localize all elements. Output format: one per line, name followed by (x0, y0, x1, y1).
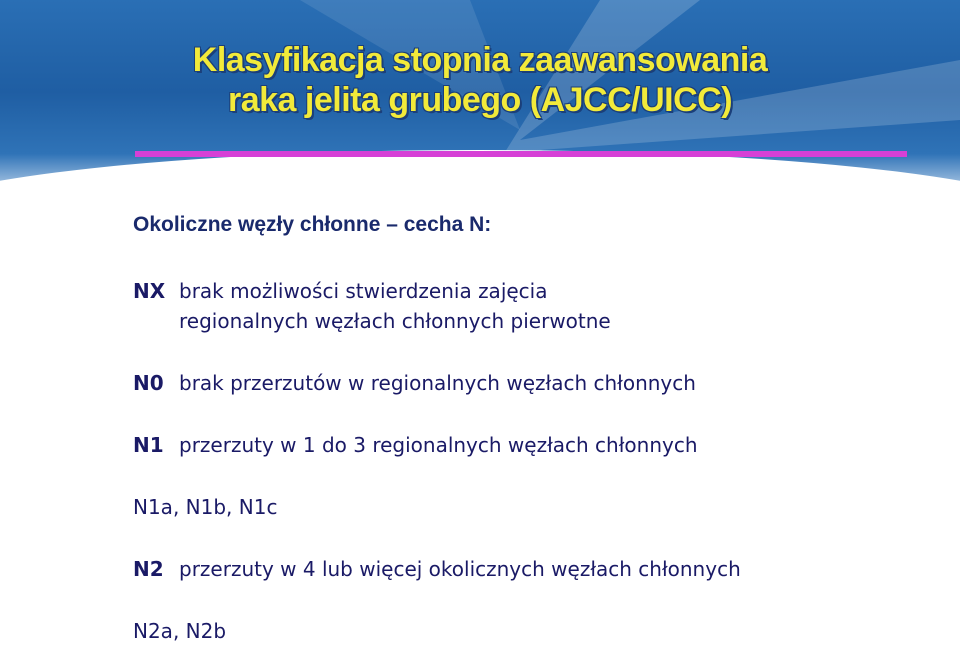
entry-code: N2 (133, 557, 164, 581)
entry-text: przerzuty w 4 lub więcej okolicznych węzłach chłonnych (179, 557, 741, 581)
entry-n1 (133, 430, 933, 460)
page-title (0, 40, 960, 120)
entry-n0 (133, 368, 933, 398)
entry-nx (133, 276, 933, 306)
title-line-2: raka jelita grubego (AJCC/UICC) (227, 81, 733, 119)
entry-text: przerzuty w 1 do 3 regionalnych węzłach chłonnych (179, 433, 698, 457)
section-subtitle: Okoliczne węzły chłonne – cecha N: (133, 213, 492, 236)
entry-code: N0 (133, 371, 164, 395)
title-line-1: Klasyfikacja stopnia zaawansowania (192, 41, 768, 79)
entry-text: brak możliwości stwierdzenia zajęcia (179, 279, 548, 303)
entry-n2-subtypes: N2a, N2b (133, 619, 227, 643)
entry-code: N1 (133, 433, 164, 457)
content-body (133, 210, 933, 646)
entry-text: brak przerzutów w regionalnych węzłach chłonnych (179, 371, 696, 395)
entry-n1-subtypes: N1a, N1b, N1c (133, 495, 278, 519)
title-divider (135, 151, 907, 157)
entry-nx-continuation: regionalnych węzłach chłonnych pierwotne (179, 309, 611, 333)
entry-n2 (133, 554, 933, 584)
entry-code: NX (133, 279, 166, 303)
